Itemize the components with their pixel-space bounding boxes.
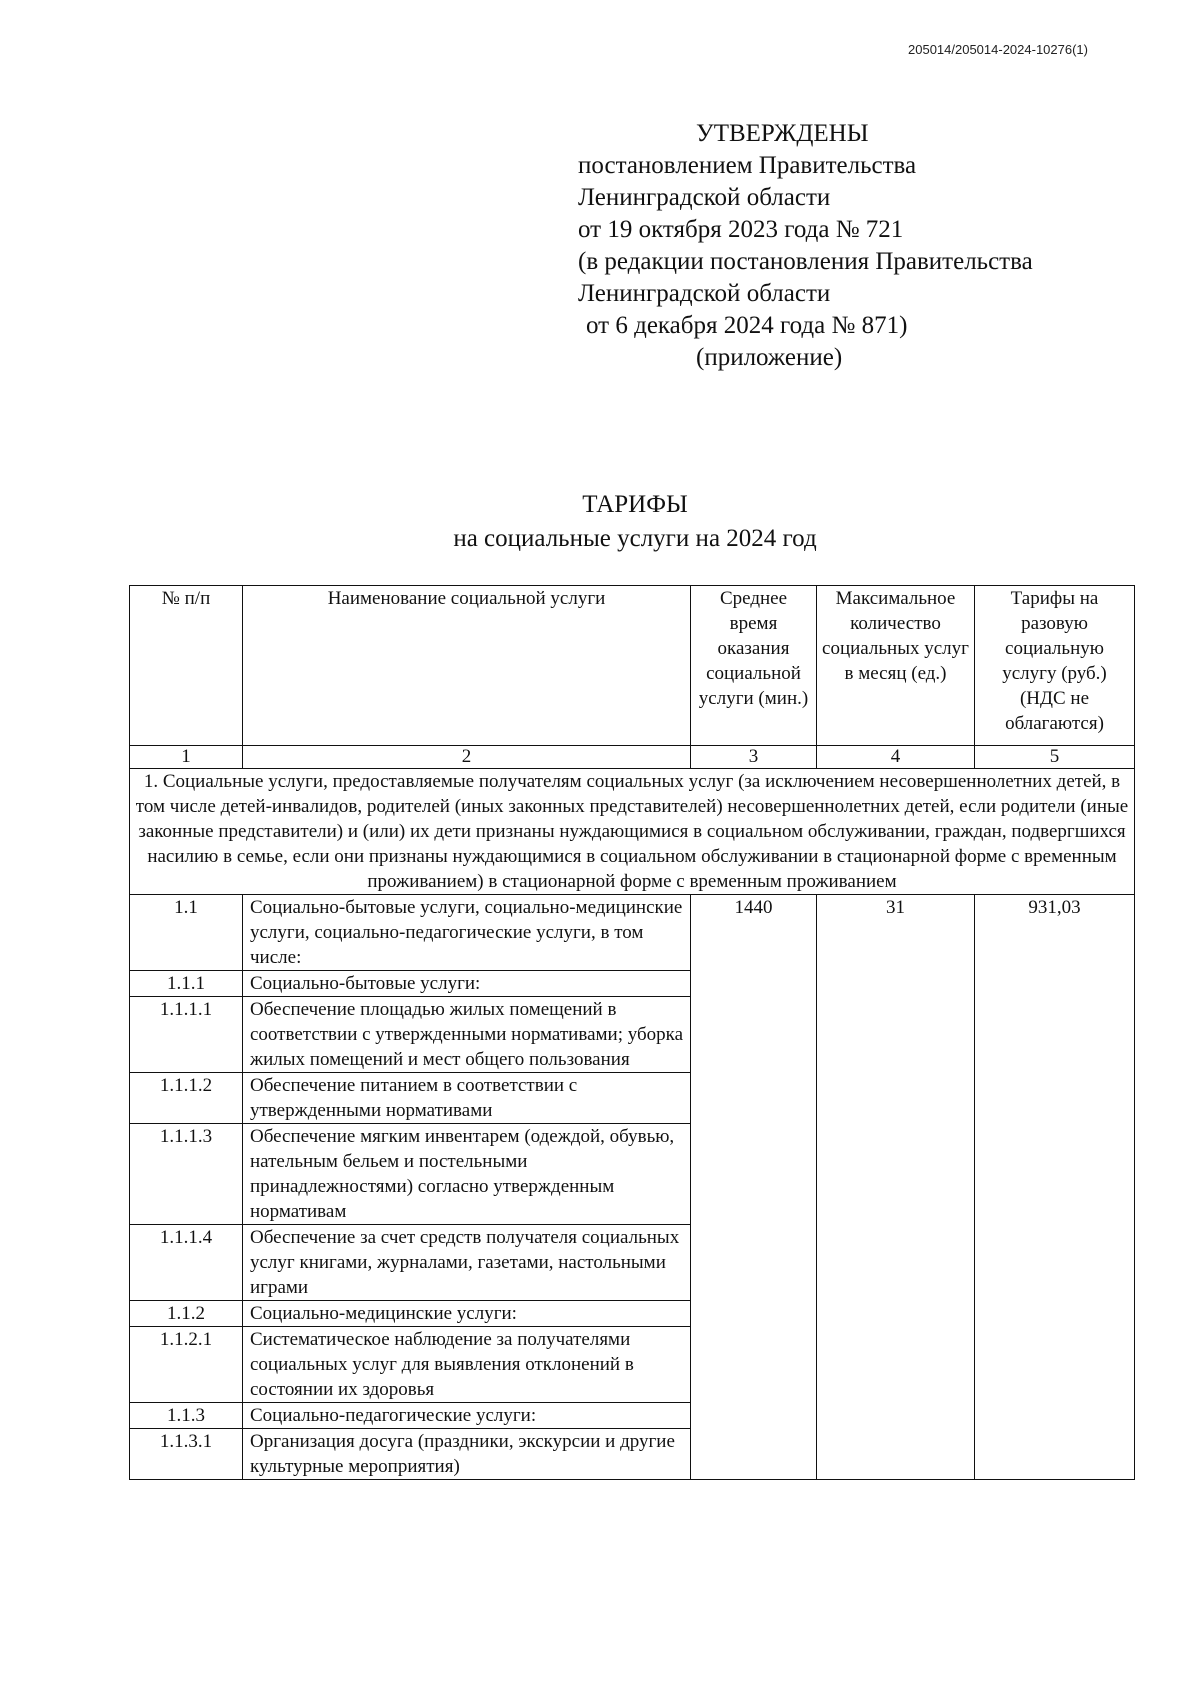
column-number: 3 <box>691 746 817 769</box>
row-average-time: 1440 <box>691 895 817 1480</box>
approval-line: от 6 декабря 2024 года № 871) <box>586 312 908 339</box>
document-id: 205014/205014-2024-10276(1) <box>908 42 1088 57</box>
approval-line: Ленинградской области <box>578 280 831 307</box>
row-max-count: 31 <box>817 895 975 1480</box>
section-row <box>130 769 1135 895</box>
tariffs-table <box>129 585 1135 1480</box>
table-header-row <box>130 586 1135 746</box>
heading-title: ТАРИФЫ <box>582 491 688 518</box>
row-service-name: Социально-педагогические услуги: <box>243 1403 691 1429</box>
row-number: 1.1.1.2 <box>130 1073 243 1124</box>
row-service-name: Социально-медицинские услуги: <box>243 1301 691 1327</box>
approval-line: от 19 октября 2023 года № 721 <box>578 216 904 243</box>
section-title: 1. Социальные услуги, предоставляемые получателям социальных услуг (за исключением несовершеннолетних детей, в том числе детей-инвалидов, родителей (иных законных представителей) несовершеннолетних детей, если родители (иные законные представители) и (или) их дети признаны нуждающимися в социальном обслуживании, граждан, подвергшихся насилию в семье, если они признаны нуждающимися в социальном обслуживании в стационарной форме с временным проживанием) в стационарной форме с временным проживанием <box>130 769 1135 895</box>
header-tariff: Тарифы на разовую социальную услугу (руб.) (НДС не облагаются) <box>975 586 1135 746</box>
row-number: 1.1.3 <box>130 1403 243 1429</box>
column-number: 5 <box>975 746 1135 769</box>
row-service-name: Обеспечение площадью жилых помещений в соответствии с утвержденными нормативами; уборка жилых помещений и мест общего пользования <box>243 997 691 1073</box>
approval-line: Ленинградской области <box>578 184 831 211</box>
row-number: 1.1.3.1 <box>130 1429 243 1480</box>
row-service-name: Обеспечение за счет средств получателя социальных услуг книгами, журналами, газетами, настольными играми <box>243 1225 691 1301</box>
row-service-name: Социально-бытовые услуги: <box>243 971 691 997</box>
header-average-time: Среднее время оказания социальной услуги (мин.) <box>691 586 817 746</box>
document-heading <box>0 488 1200 556</box>
header-max-count: Максимальное количество социальных услуг в месяц (ед.) <box>817 586 975 746</box>
row-service-name: Систематическое наблюдение за получателями социальных услуг для выявления отклонений в состоянии их здоровья <box>243 1327 691 1403</box>
column-numbers-row <box>130 746 1135 769</box>
row-number: 1.1.2 <box>130 1301 243 1327</box>
row-service-name: Социально-бытовые услуги, социально-медицинские услуги, социально-педагогические услуги, в том числе: <box>243 895 691 971</box>
row-service-name: Организация досуга (праздники, экскурсии и другие культурные мероприятия) <box>243 1429 691 1480</box>
row-service-name: Обеспечение питанием в соответствии с утвержденными нормативами <box>243 1073 691 1124</box>
row-number: 1.1.1.1 <box>130 997 243 1073</box>
approval-title: УТВЕРЖДЕНЫ <box>696 120 869 147</box>
row-number: 1.1.1.4 <box>130 1225 243 1301</box>
row-number: 1.1.1 <box>130 971 243 997</box>
column-number: 1 <box>130 746 243 769</box>
column-number: 4 <box>817 746 975 769</box>
approval-line: (приложение) <box>696 344 843 371</box>
row-number: 1.1 <box>130 895 243 971</box>
approval-line: (в редакции постановления Правительства <box>578 248 1033 275</box>
row-service-name: Обеспечение мягким инвентарем (одеждой, обувью, нательным бельем и постельными принадлежностями) согласно утвержденным нормативам <box>243 1124 691 1225</box>
row-number: 1.1.1.3 <box>130 1124 243 1225</box>
header-number: № п/п <box>130 586 243 746</box>
approval-line: постановлением Правительства <box>578 152 917 179</box>
row-number: 1.1.2.1 <box>130 1327 243 1403</box>
approval-block <box>578 118 1033 374</box>
header-service-name: Наименование социальной услуги <box>243 586 691 746</box>
table-row <box>130 895 1135 971</box>
column-number: 2 <box>243 746 691 769</box>
row-tariff: 931,03 <box>975 895 1135 1480</box>
heading-subtitle: на социальные услуги на 2024 год <box>453 525 817 552</box>
